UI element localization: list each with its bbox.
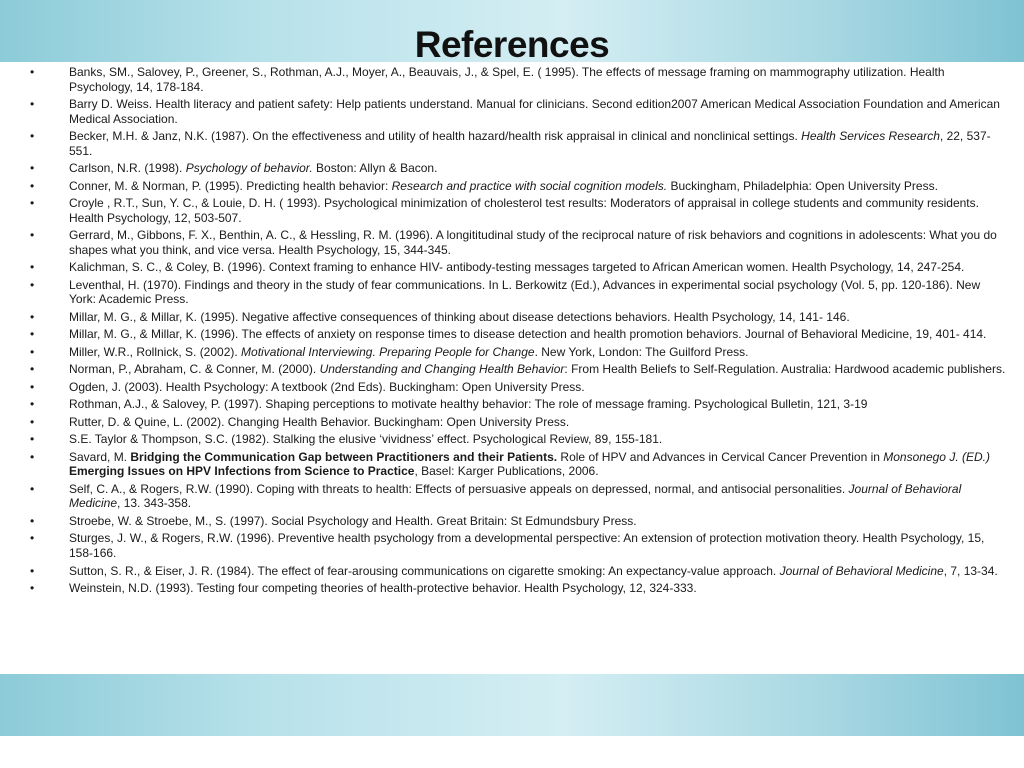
- reference-text: [69, 260, 964, 274]
- reference-segment: Role of HPV and Advances in Cervical Cancer Prevention in: [557, 449, 884, 464]
- reference-text: [69, 581, 697, 595]
- slide-title: References: [414, 24, 610, 65]
- reference-segment: Savard, M.: [69, 449, 131, 464]
- reference-segment: Buckingham, Philadelphia: Open University Press.: [667, 178, 938, 193]
- reference-text: [69, 514, 637, 528]
- bullet-icon: •: [30, 161, 35, 176]
- reference-segment: Conner, M. & Norman, P. (1995). Predicting health behavior:: [69, 178, 392, 193]
- reference-segment: Carlson, N.R. (1998).: [69, 161, 186, 176]
- italic-text: Understanding and Changing Health Behavior: [319, 362, 565, 377]
- reference-item: [0, 196, 1024, 225]
- reference-text: [69, 65, 945, 94]
- italic-text: Monsonego J. (ED.): [883, 449, 990, 464]
- bold-text: Emerging Issues on HPV Infections from Science to Practice: [69, 464, 415, 479]
- bullet-icon: •: [30, 581, 35, 595]
- reference-segment: Miller, W.R., Rollnick, S. (2002).: [69, 344, 242, 359]
- reference-item: [0, 260, 1024, 275]
- reference-segment: Sutton, S. R., & Eiser, J. R. (1984). The effect of fear-arousing communications on cigarette smoking: An expectancy-value approach.: [69, 563, 780, 578]
- italic-text: Psychology of behavior.: [185, 161, 313, 176]
- bullet-icon: •: [30, 196, 35, 211]
- bullet-icon: •: [30, 309, 35, 324]
- reference-segment: Kalichman, S. C., & Coley, B. (1996). Context framing to enhance HIV- antibody-testing messages targeted to African American women. Health Psychology, 14, 247-254.: [69, 260, 965, 275]
- reference-item: [0, 327, 1024, 342]
- reference-text: [69, 278, 980, 307]
- bullet-icon: •: [30, 513, 35, 528]
- reference-segment: , 7, 13-34.: [943, 563, 998, 578]
- italic-text: Journal of Behavioral Medicine: [69, 481, 962, 511]
- reference-segment: Rothman, A.J., & Salovey, P. (1997). Shaping perceptions to motivate healthy behavior: The role of message framing. Psychological Bulletin, 121, 3-19: [69, 397, 868, 412]
- footer-band: [0, 674, 1024, 736]
- bullet-icon: •: [30, 397, 35, 412]
- italic-text: Motivational Interviewing. Preparing People for Change: [241, 344, 535, 359]
- reference-segment: Becker, M.H. & Janz, N.K. (1987). On the effectiveness and utility of health hazard/health risk appraisal in clinical and nonclinical settings.: [69, 129, 802, 144]
- reference-item: [0, 415, 1024, 430]
- reference-segment: Barry D. Weiss. Health literacy and patient safety: Help patients understand. Manual for clinicians. Second edition2007 American Medical Association Foundation and American Medical Association.: [69, 97, 1000, 126]
- reference-text: [69, 531, 984, 560]
- bullet-icon: •: [30, 563, 35, 578]
- reference-segment: Banks, SM., Salovey, P., Greener, S., Rothman, A.J., Moyer, A., Beauvais, J., & Spel, E. ( 1995). The effects of message framing on mammography utilization. Health Psychology, 14, 178-184.: [69, 65, 945, 94]
- bullet-icon: •: [30, 531, 35, 546]
- reference-text: [69, 362, 1005, 376]
- reference-item: [0, 397, 1024, 412]
- reference-segment: , Basel: Karger Publications, 2006.: [414, 464, 599, 479]
- reference-segment: Stroebe, W. & Stroebe, M., S. (1997). Social Psychology and Health. Great Britain: St Edmundsbury Press.: [69, 513, 637, 528]
- reference-segment: Millar, M. G., & Millar, K. (1996). The effects of anxiety on response times to disease detection and health promotion behaviors. Journal of Behavioral Medicine, 19, 401- 414.: [69, 327, 987, 342]
- reference-item: [0, 129, 1024, 158]
- reference-segment: Norman, P., Abraham, C. & Conner, M. (2000).: [69, 362, 320, 377]
- bullet-icon: •: [30, 228, 35, 243]
- reference-segment: S.E. Taylor & Thompson, S.C. (1982). Stalking the elusive ‘vividness’ effect. Psychological Review, 89, 155-181.: [69, 432, 663, 447]
- reference-segment: Weinstein, N.D. (1993). Testing four competing theories of health-protective behavior. Health Psychology, 12, 324-333.: [69, 581, 697, 595]
- reference-item: [0, 514, 1024, 529]
- reference-text: [69, 345, 748, 359]
- reference-segment: Croyle , R.T., Sun, Y. C., & Louie, D. H. ( 1993). Psychological minimization of cholesterol test results: Moderators of appraisal in college students and community residents. Health Psychology, 12, 503-507.: [69, 196, 979, 225]
- bullet-icon: •: [30, 432, 35, 447]
- italic-text: Health Services Research: [801, 129, 940, 144]
- bullet-icon: •: [30, 260, 35, 275]
- reference-text: [69, 450, 990, 479]
- reference-segment: : From Health Beliefs to Self-Regulation. Australia: Hardwood academic publishers.: [564, 362, 1006, 377]
- reference-text: [69, 564, 998, 578]
- bullet-icon: •: [30, 449, 35, 464]
- reference-item: [0, 65, 1024, 94]
- reference-text: [69, 432, 662, 446]
- bold-text: Bridging the Communication Gap between Practitioners and their Patients.: [130, 449, 558, 464]
- reference-item: [0, 581, 1024, 596]
- reference-item: [0, 450, 1024, 479]
- reference-item: [0, 432, 1024, 447]
- reference-text: [69, 415, 569, 429]
- reference-item: [0, 310, 1024, 325]
- reference-list: [0, 65, 1024, 598]
- bullet-icon: •: [30, 178, 35, 193]
- reference-text: [69, 179, 938, 193]
- reference-segment: Ogden, J. (2003). Health Psychology: A textbook (2nd Eds). Buckingham: Open University Press.: [69, 379, 585, 394]
- reference-text: [69, 482, 961, 511]
- reference-segment: Rutter, D. & Quine, L. (2002). Changing Health Behavior. Buckingham: Open University Press.: [69, 414, 570, 429]
- reference-item: [0, 228, 1024, 257]
- reference-item: [0, 97, 1024, 126]
- reference-item: [0, 564, 1024, 579]
- reference-text: [69, 310, 850, 324]
- reference-item: [0, 380, 1024, 395]
- reference-item: [0, 482, 1024, 511]
- reference-item: [0, 362, 1024, 377]
- bullet-icon: •: [30, 129, 35, 144]
- bullet-icon: •: [30, 362, 35, 377]
- reference-item: [0, 161, 1024, 176]
- reference-text: [69, 196, 979, 225]
- italic-text: Journal of Behavioral Medicine: [779, 563, 944, 578]
- reference-text: [69, 380, 585, 394]
- reference-text: [69, 397, 867, 411]
- reference-item: [0, 179, 1024, 194]
- reference-segment: Gerrard, M., Gibbons, F. X., Benthin, A. C., & Hessling, R. M. (1996). A longititudinal study of the reciprocal nature of risk behaviors and cognitions in adolescents: What you do shapes what you think, and vice versa. Health Psychology, 15, 344-345.: [69, 228, 997, 257]
- bullet-icon: •: [30, 414, 35, 429]
- bullet-icon: •: [30, 97, 35, 112]
- reference-segment: Leventhal, H. (1970). Findings and theory in the study of fear communications. In L. Berkowitz (Ed.), Advances in experimental social psychology (Vol. 5, pp. 120-186). New York: Academic Press.: [69, 277, 981, 307]
- reference-segment: Boston: Allyn & Bacon.: [312, 161, 438, 176]
- reference-item: [0, 531, 1024, 560]
- reference-item: [0, 345, 1024, 360]
- bullet-icon: •: [30, 65, 35, 79]
- reference-text: [69, 161, 437, 175]
- bullet-icon: •: [30, 344, 35, 359]
- reference-segment: Millar, M. G., & Millar, K. (1995). Negative affective consequences of thinking about disease detections behaviors. Health Psychology, 14, 141- 146.: [69, 309, 850, 324]
- reference-segment: , 13. 343-358.: [117, 496, 192, 511]
- reference-item: [0, 278, 1024, 307]
- reference-text: [69, 129, 991, 158]
- bullet-icon: •: [30, 481, 35, 496]
- reference-segment: Sturges, J. W., & Rogers, R.W. (1996). Preventive health psychology from a developmental perspective: An extension of protection motivation theory. Health Psychology, 15, 158-166.: [69, 531, 985, 561]
- bullet-icon: •: [30, 327, 35, 342]
- reference-text: [69, 228, 997, 257]
- italic-text: Research and practice with social cognition models.: [391, 178, 668, 193]
- reference-segment: , 22, 537-551.: [69, 129, 991, 158]
- reference-text: [69, 327, 986, 341]
- reference-text: [69, 97, 1000, 126]
- bullet-icon: •: [30, 379, 35, 394]
- bullet-icon: •: [30, 277, 35, 292]
- reference-segment: . New York, London: The Guilford Press.: [534, 344, 749, 359]
- reference-segment: Self, C. A., & Rogers, R.W. (1990). Coping with threats to health: Effects of persuasive appeals on depressed, normal, and antisocial personalities.: [69, 481, 849, 496]
